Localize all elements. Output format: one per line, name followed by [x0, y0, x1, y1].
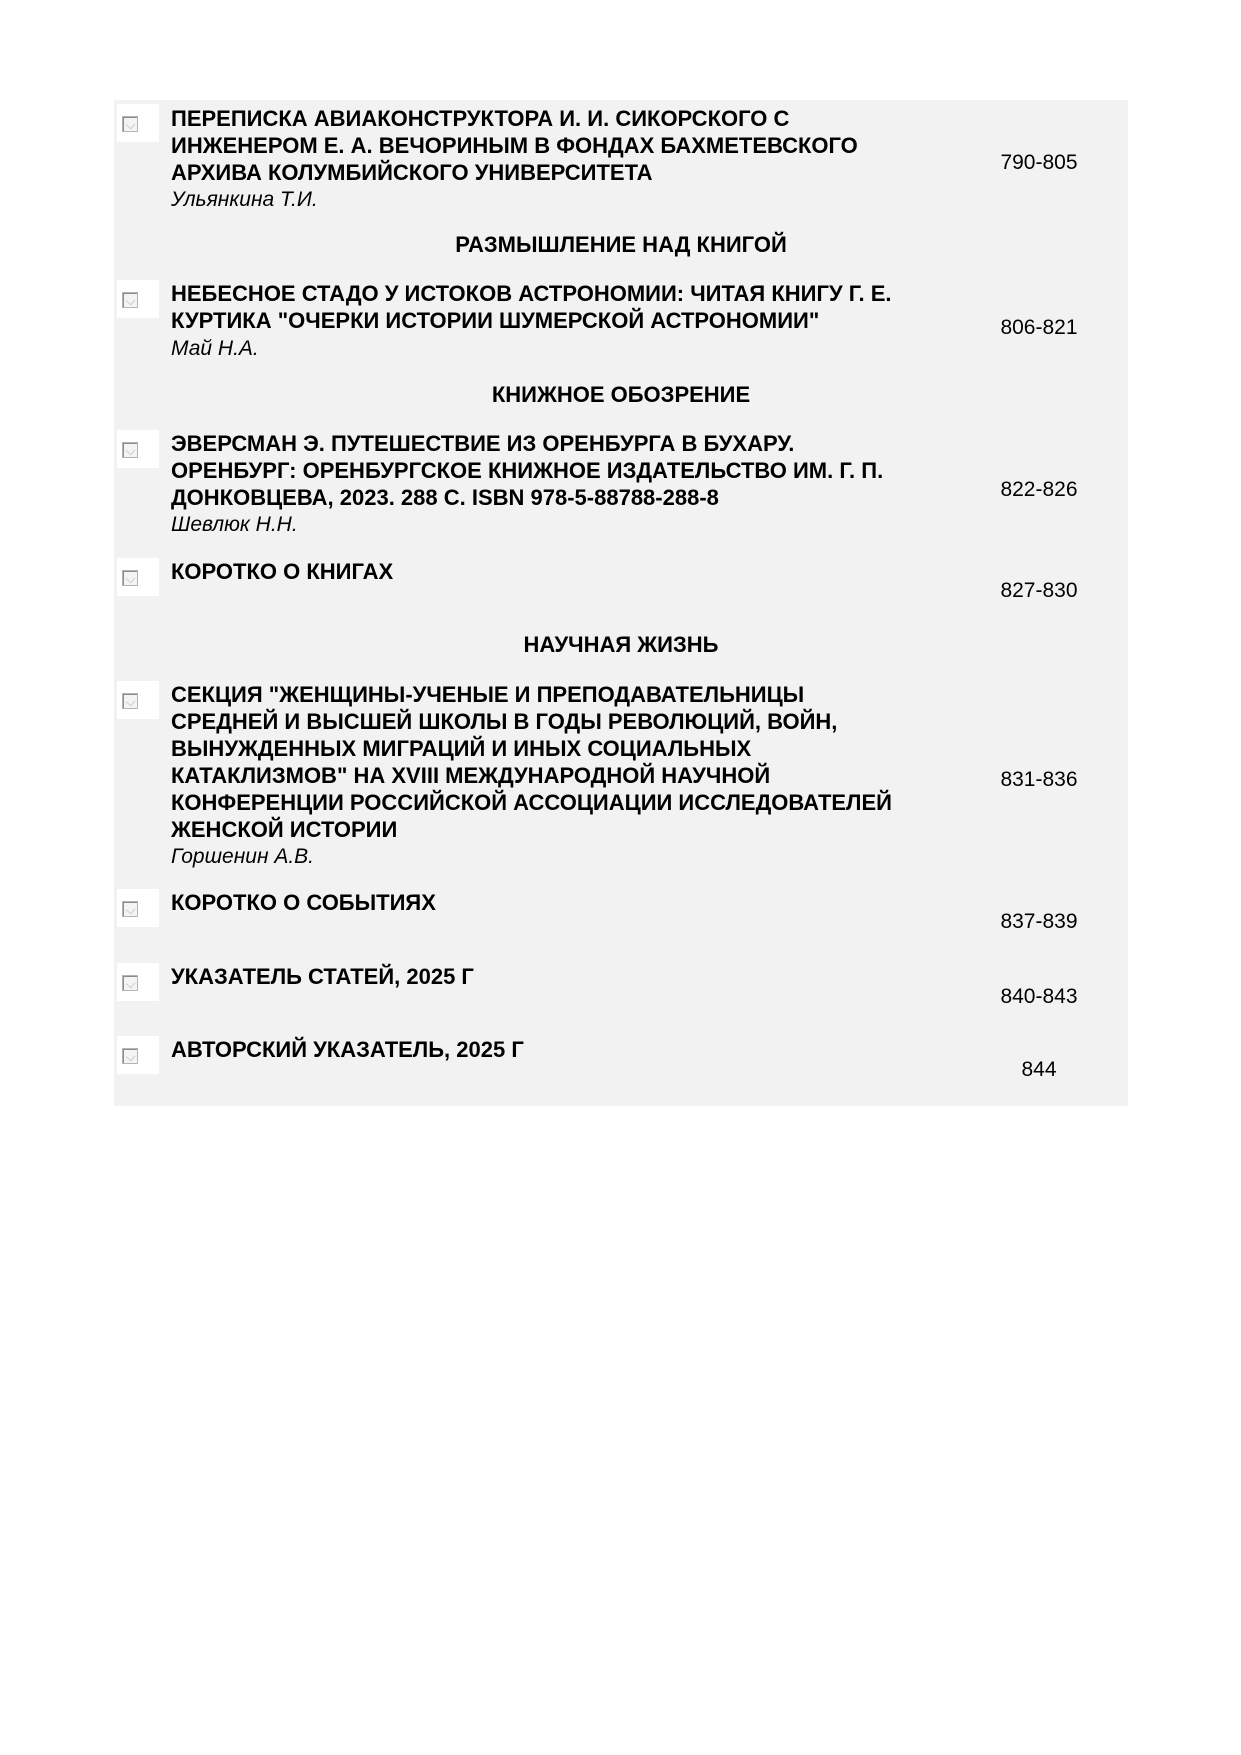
entry-title[interactable]	[171, 963, 1061, 990]
entry-title-line: НЕБЕСНОЕ СТАДО У ИСТОКОВ АСТРОНОМИИ: ЧИТАЯ КНИГУ Г. Е.	[171, 281, 892, 306]
checkbox-icon[interactable]	[122, 570, 138, 586]
entry-title-line: ВЫНУЖДЕННЫХ МИГРАЦИЙ И ИНЫХ СОЦИАЛЬНЫХ	[171, 736, 752, 761]
checkbox-icon[interactable]	[122, 116, 138, 132]
checkbox-icon-wrap[interactable]	[117, 558, 159, 596]
entry-title-line: ЭВЕРСМАН Э. ПУТЕШЕСТВИЕ ИЗ ОРЕНБУРГА В БУХАРУ.	[171, 431, 795, 456]
entry-author: Горшенин А.В.	[171, 845, 315, 868]
entry-author: Ульянкина Т.И.	[171, 188, 318, 211]
entry-title-line: КОРОТКО О КНИГАХ	[171, 559, 394, 584]
entry-author: Май Н.А.	[171, 337, 259, 360]
checkbox-icon[interactable]	[122, 975, 138, 991]
entry-title-line: КОНФЕРЕНЦИИ РОССИЙСКОЙ АССОЦИАЦИИ ИССЛЕДОВАТЕЛЕЙ	[171, 790, 892, 815]
entry-title-line: СРЕДНЕЙ И ВЫСШЕЙ ШКОЛЫ В ГОДЫ РЕВОЛЮЦИЙ, ВОЙН,	[171, 709, 838, 734]
entry-title[interactable]	[171, 105, 1061, 186]
checkbox-icon-wrap[interactable]	[117, 681, 159, 719]
section-heading: НАУЧНАЯ ЖИЗНЬ	[523, 632, 719, 657]
table-of-contents	[114, 100, 1128, 1106]
entry-title-line: ОРЕНБУРГ: ОРЕНБУРГСКОЕ КНИЖНОЕ ИЗДАТЕЛЬСТВО ИМ. Г. П.	[171, 458, 884, 483]
entry-title-line: АВТОРСКИЙ УКАЗАТЕЛЬ, 2025 Г	[171, 1037, 524, 1062]
entry-title-line: КУРТИКА "ОЧЕРКИ ИСТОРИИ ШУМЕРСКОЙ АСТРОНОМИИ"	[171, 308, 820, 333]
entry-title-line: ПЕРЕПИСКА АВИАКОНСТРУКТОРА И. И. СИКОРСКОГО С	[171, 106, 790, 131]
entry-title-line: КАТАКЛИЗМОВ" НА XVIII МЕЖДУНАРОДНОЙ НАУЧНОЙ	[171, 763, 771, 788]
checkbox-icon-wrap[interactable]	[117, 280, 159, 318]
entry-title[interactable]	[171, 681, 1061, 843]
entry-title-line: АРХИВА КОЛУМБИЙСКОГО УНИВЕРСИТЕТА	[171, 160, 653, 185]
entry-pages: 806-821	[1000, 316, 1078, 339]
entry-title-line: СЕКЦИЯ "ЖЕНЩИНЫ-УЧЕНЫЕ И ПРЕПОДАВАТЕЛЬНИЦЫ	[171, 682, 805, 707]
checkbox-icon-wrap[interactable]	[117, 104, 159, 142]
entry-title[interactable]	[171, 280, 1061, 334]
entry-pages: 827-830	[1000, 579, 1078, 602]
entry-title-line: УКАЗАТЕЛЬ СТАТЕЙ, 2025 Г	[171, 964, 474, 989]
entry-title-line: КОРОТКО О СОБЫТИЯХ	[171, 890, 436, 915]
entry-title[interactable]	[171, 1036, 1061, 1063]
checkbox-icon[interactable]	[122, 693, 138, 709]
entry-pages: 831-836	[1000, 768, 1078, 791]
entry-title[interactable]	[171, 558, 1061, 585]
entry-pages: 837-839	[1000, 910, 1078, 933]
checkbox-icon-wrap[interactable]	[117, 430, 159, 468]
entry-pages: 790-805	[1000, 151, 1078, 174]
checkbox-icon-wrap[interactable]	[117, 1036, 159, 1074]
entry-pages: 844	[1021, 1058, 1057, 1081]
checkbox-icon[interactable]	[122, 1048, 138, 1064]
entry-pages: 840-843	[1000, 985, 1078, 1008]
entry-title[interactable]	[171, 889, 1061, 916]
checkbox-icon-wrap[interactable]	[117, 963, 159, 1001]
entry-title-line: ИНЖЕНЕРОМ Е. А. ВЕЧОРИНЫМ В ФОНДАХ БАХМЕТЕВСКОГО	[171, 133, 858, 158]
entry-title-line: ЖЕНСКОЙ ИСТОРИИ	[171, 817, 398, 842]
section-heading: РАЗМЫШЛЕНИЕ НАД КНИГОЙ	[455, 232, 787, 257]
checkbox-icon-wrap[interactable]	[117, 889, 159, 927]
entry-title-line: ДОНКОВЦЕВА, 2023. 288 С. ISBN 978-5-88788-288-8	[171, 485, 719, 510]
checkbox-icon[interactable]	[122, 292, 138, 308]
section-heading: КНИЖНОЕ ОБОЗРЕНИЕ	[491, 382, 751, 407]
entry-title[interactable]	[171, 430, 1061, 511]
entry-pages: 822-826	[1000, 478, 1078, 501]
checkbox-icon[interactable]	[122, 442, 138, 458]
checkbox-icon[interactable]	[122, 901, 138, 917]
entry-author: Шевлюк Н.Н.	[171, 513, 298, 536]
